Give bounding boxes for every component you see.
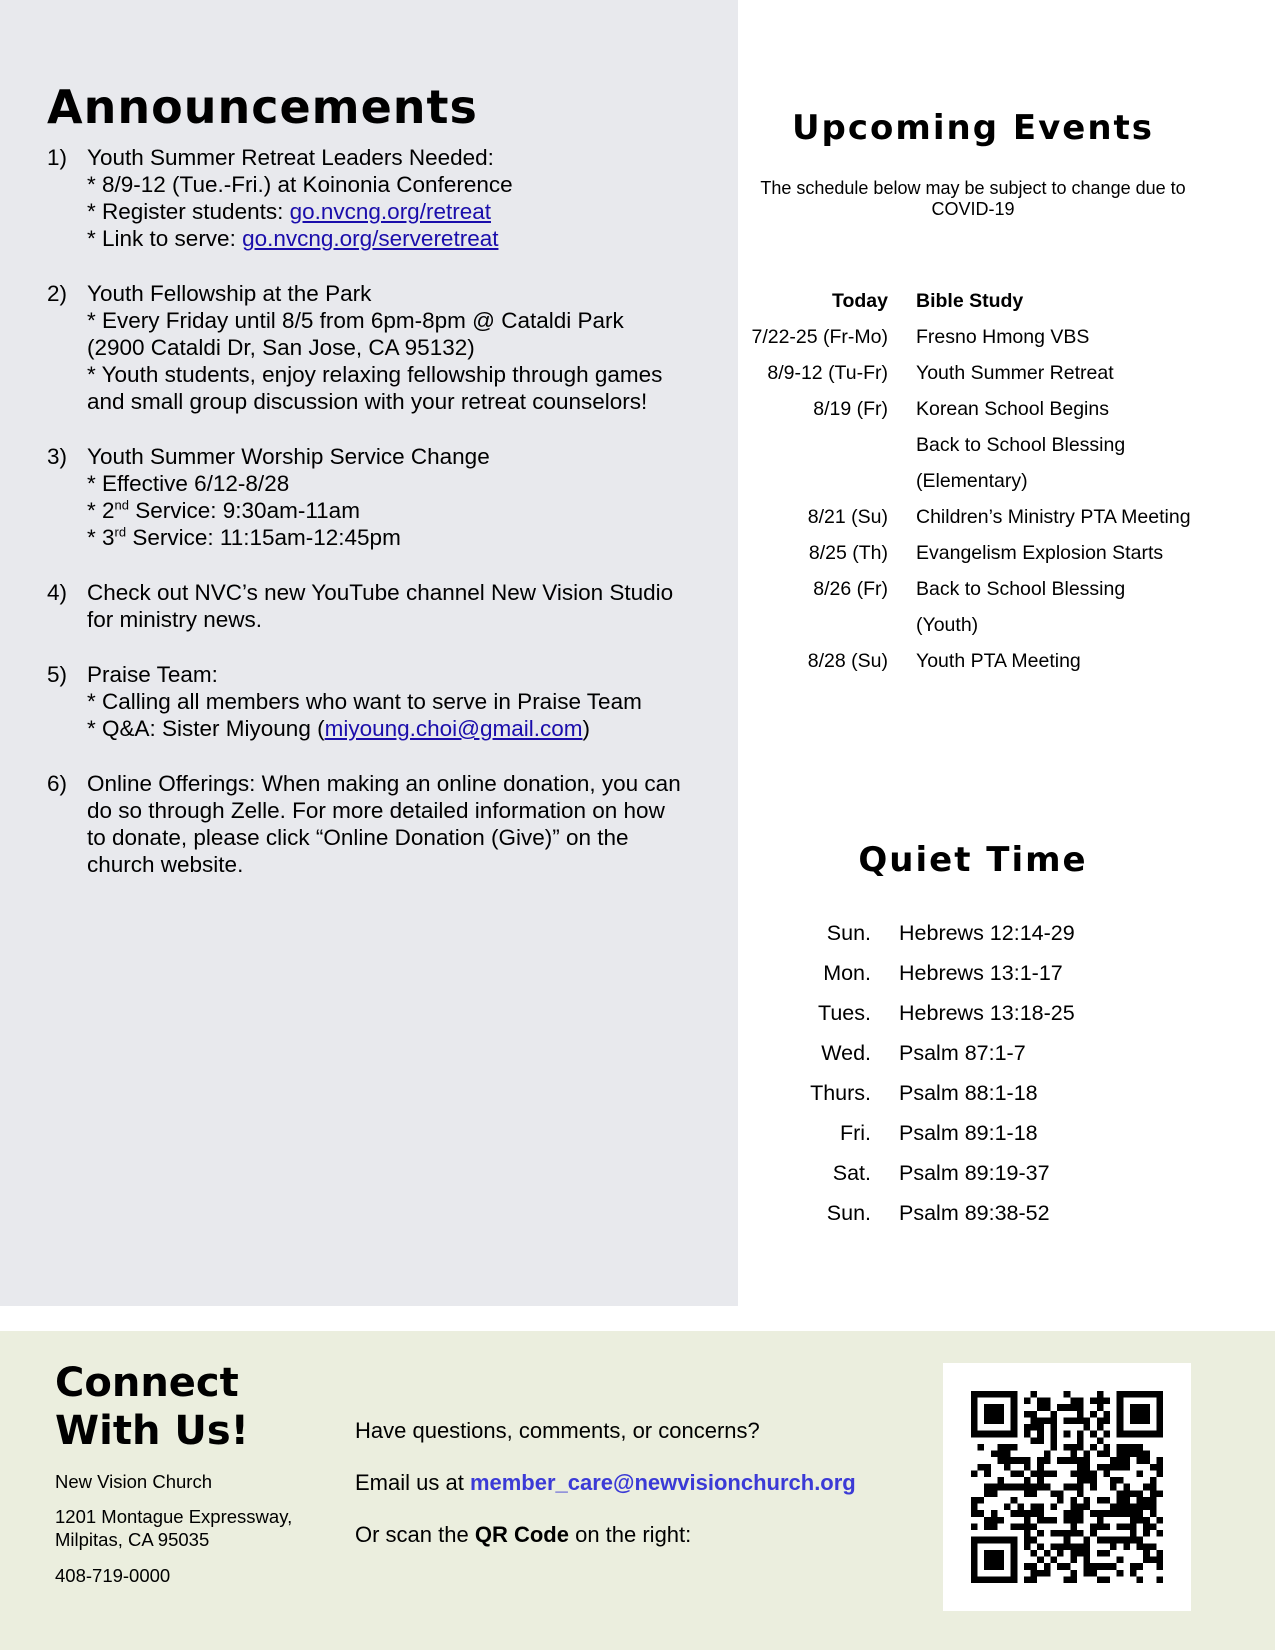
event-row <box>738 571 1191 607</box>
announcements-title: Announcements <box>47 80 478 134</box>
quiet-time-title: Quiet Time <box>858 840 1088 880</box>
event-date: 7/22-25 (Fr-Mo) <box>751 326 888 348</box>
announcement-text: Service: 11:15am-12:45pm <box>126 525 401 550</box>
event-row <box>738 607 1191 643</box>
event-name: Korean School Begins <box>916 398 1109 420</box>
announcement-text: * Q&A: Sister Miyoung ( <box>87 716 325 741</box>
event-row <box>738 643 1191 679</box>
event-date <box>738 607 916 643</box>
quiet-time-table <box>738 913 1075 1233</box>
announcement-item <box>47 579 717 633</box>
quiet-time-row <box>738 1193 1075 1233</box>
announcement-line <box>87 715 717 742</box>
announcement-line: Online Offerings: When making an online donation, you can <box>87 771 681 796</box>
announcement-line: Youth Summer Retreat Leaders Needed: <box>87 145 494 170</box>
quiet-time-passage: Psalm 89:38-52 <box>899 1201 1050 1225</box>
event-row <box>738 427 1191 463</box>
scan-prefix: Or scan the <box>355 1522 475 1547</box>
quiet-time-row <box>738 1153 1075 1193</box>
quiet-time-day: Fri. <box>839 1121 871 1145</box>
announcement-text: Service: 9:30am-11am <box>129 498 360 523</box>
events-title: Upcoming Events <box>791 108 1155 148</box>
announcement-line: * Youth students, enjoy relaxing fellowship through games <box>87 362 663 387</box>
announcement-item <box>47 443 717 551</box>
event-name: (Elementary) <box>916 470 1028 492</box>
announcement-line <box>87 225 717 252</box>
events-note <box>738 178 1208 220</box>
announcement-number: 5) <box>47 662 68 687</box>
email-text <box>355 1470 856 1496</box>
announcement-text: * 2 <box>87 498 115 523</box>
quiet-time-passage: Psalm 88:1-18 <box>899 1081 1038 1105</box>
announcement-link[interactable]: go.nvcng.org/serveretreat <box>242 226 499 251</box>
events-header-row <box>738 283 1191 319</box>
quiet-time-row <box>738 1113 1075 1153</box>
announcement-line: Praise Team: <box>87 662 218 687</box>
church-phone: 408-719-0000 <box>55 1565 171 1586</box>
announcement-item <box>47 770 717 878</box>
quiet-time-day: Thurs. <box>810 1081 871 1105</box>
events-note-line2: COVID-19 <box>931 199 1015 219</box>
address-line1: 1201 Montague Expressway, <box>55 1506 293 1527</box>
ordinal-suffix: rd <box>114 524 127 540</box>
quiet-time-row <box>738 1033 1075 1073</box>
announcement-line <box>87 497 717 524</box>
announcement-line: church website. <box>87 852 244 877</box>
questions-text: Have questions, comments, or concerns? <box>355 1418 760 1443</box>
event-row <box>738 355 1191 391</box>
event-name: Back to School Blessing <box>916 578 1126 600</box>
quiet-time-row <box>738 953 1075 993</box>
event-row <box>738 391 1191 427</box>
quiet-time-passage: Hebrews 12:14-29 <box>899 921 1075 945</box>
announcement-link[interactable]: miyoung.choi@gmail.com <box>324 716 583 741</box>
scan-bold: QR Code <box>474 1522 569 1547</box>
event-date: 8/28 (Su) <box>807 650 888 672</box>
event-name: Youth PTA Meeting <box>916 650 1081 672</box>
announcement-line: to donate, please click “Online Donation (Give)” on the <box>87 825 629 850</box>
announcement-text: * Link to serve: <box>87 226 243 251</box>
scan-text <box>355 1522 691 1548</box>
email-prefix: Email us at <box>355 1470 470 1495</box>
announcement-line: Youth Fellowship at the Park <box>87 281 372 306</box>
qr-code-box[interactable] <box>943 1363 1191 1611</box>
announcement-text: ) <box>582 716 591 741</box>
quiet-time-day: Sun. <box>826 921 871 945</box>
event-date: 8/9-12 (Tu-Fr) <box>767 362 888 384</box>
quiet-time-day: Sat. <box>832 1161 871 1185</box>
announcement-number: 2) <box>47 281 68 306</box>
quiet-time-day: Sun. <box>826 1201 871 1225</box>
announcement-text: * 3 <box>87 525 115 550</box>
announcement-line: Check out NVC’s new YouTube channel New Vision Studio <box>87 580 674 605</box>
quiet-time-day: Tues. <box>818 1001 871 1025</box>
connect-title-line1: Connect <box>55 1360 239 1406</box>
event-row <box>738 319 1191 355</box>
event-date: 8/19 (Fr) <box>813 398 888 420</box>
quiet-time-day: Wed. <box>821 1041 871 1065</box>
email-link[interactable]: member_care@newvisionchurch.org <box>469 1470 856 1495</box>
announcement-number: 1) <box>47 145 68 170</box>
events-note-line1: The schedule below may be subject to change due to <box>760 178 1186 198</box>
event-date <box>738 427 916 463</box>
events-header-name: Bible Study <box>916 290 1024 312</box>
ordinal-suffix: nd <box>114 497 129 513</box>
announcement-link[interactable]: go.nvcng.org/retreat <box>289 199 491 224</box>
event-name: Fresno Hmong VBS <box>916 326 1090 348</box>
event-row <box>738 535 1191 571</box>
announcement-line <box>87 198 717 225</box>
event-row <box>738 463 1191 499</box>
announcement-item <box>47 280 717 415</box>
address-line2: Milpitas, CA 95035 <box>55 1529 210 1550</box>
announcement-number: 3) <box>47 444 68 469</box>
event-name: Children’s Ministry PTA Meeting <box>916 506 1191 528</box>
connect-title-line2: With Us! <box>55 1408 249 1454</box>
events-header-date: Today <box>832 290 888 312</box>
quiet-time-row <box>738 1073 1075 1113</box>
announcement-line <box>87 524 717 551</box>
quiet-time-passage: Hebrews 13:18-25 <box>899 1001 1075 1025</box>
announcement-line: Youth Summer Worship Service Change <box>87 444 490 469</box>
announcement-text: * Register students: <box>87 199 290 224</box>
event-name: Youth Summer Retreat <box>916 362 1114 384</box>
event-name: Back to School Blessing <box>916 434 1126 456</box>
church-address <box>55 1505 292 1551</box>
announcement-line: and small group discussion with your retreat counselors! <box>87 389 648 414</box>
announcements-list <box>47 144 717 906</box>
event-row <box>738 499 1191 535</box>
connect-title <box>55 1359 249 1455</box>
quiet-time-day: Mon. <box>823 961 871 985</box>
announcement-line: * Effective 6/12-8/28 <box>87 471 290 496</box>
announcement-number: 6) <box>47 771 68 796</box>
quiet-time-row <box>738 993 1075 1033</box>
event-date: 8/25 (Th) <box>808 542 888 564</box>
scan-suffix: on the right: <box>568 1522 692 1547</box>
announcement-line: do so through Zelle. For more detailed information on how <box>87 798 665 823</box>
announcement-line: * Calling all members who want to serve in Praise Team <box>87 689 642 714</box>
church-name: New Vision Church <box>55 1471 212 1492</box>
quiet-time-passage: Psalm 89:19-37 <box>899 1161 1050 1185</box>
events-table <box>738 283 1191 679</box>
announcement-line: * 8/9-12 (Tue.-Fri.) at Koinonia Conference <box>87 172 513 197</box>
event-name: Evangelism Explosion Starts <box>916 542 1164 564</box>
quiet-time-passage: Hebrews 13:1-17 <box>899 961 1063 985</box>
event-date <box>738 463 916 499</box>
qr-code-icon <box>971 1391 1163 1583</box>
announcement-line: * Every Friday until 8/5 from 6pm-8pm @ Cataldi Park <box>87 308 624 333</box>
event-date: 8/26 (Fr) <box>813 578 888 600</box>
event-date: 8/21 (Su) <box>807 506 888 528</box>
announcement-number: 4) <box>47 580 68 605</box>
event-name: (Youth) <box>916 614 979 636</box>
announcement-line: for ministry news. <box>87 607 263 632</box>
announcement-line: (2900 Cataldi Dr, San Jose, CA 95132) <box>87 335 475 360</box>
connect-footer <box>0 1331 1275 1650</box>
announcement-item <box>47 661 717 742</box>
quiet-time-passage: Psalm 87:1-7 <box>899 1041 1026 1065</box>
quiet-time-row <box>738 913 1075 953</box>
quiet-time-passage: Psalm 89:1-18 <box>899 1121 1038 1145</box>
announcement-item <box>47 144 717 252</box>
